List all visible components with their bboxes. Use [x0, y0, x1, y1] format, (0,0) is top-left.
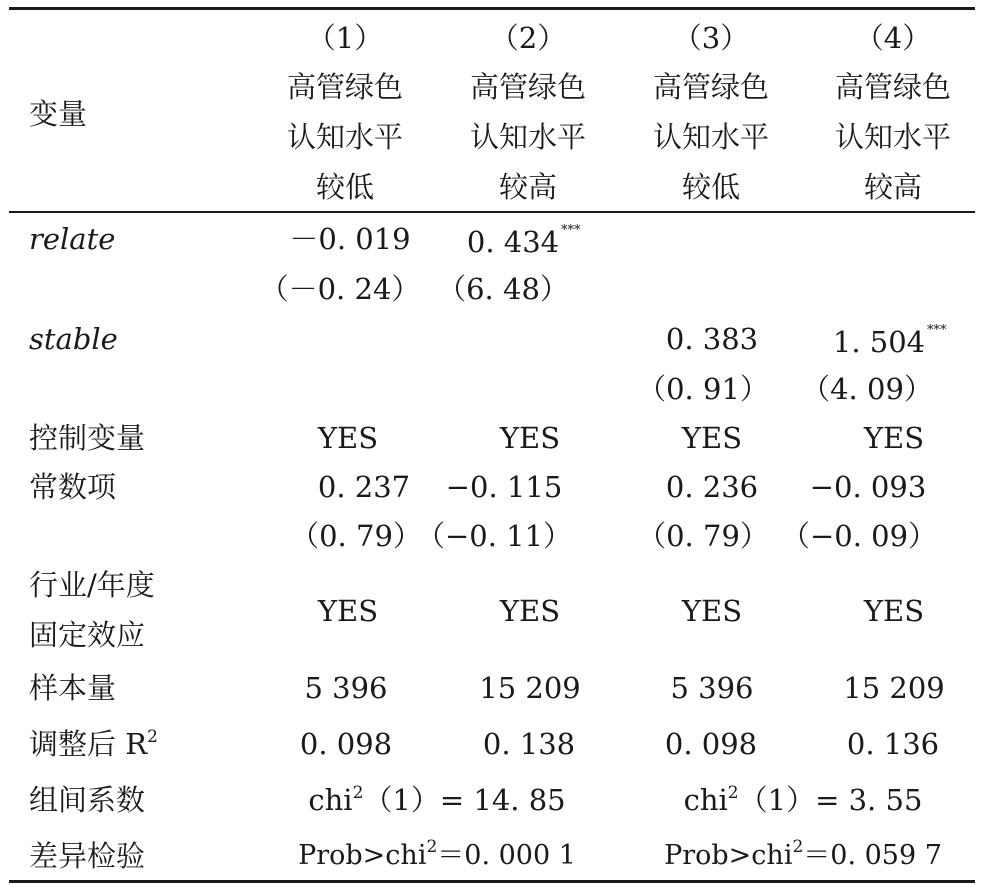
col4-number: （4）: [854, 21, 932, 55]
col1-number: （1）: [306, 21, 384, 55]
col2-line1: 高管绿色: [469, 70, 587, 104]
col3-line3: 较低: [681, 170, 741, 204]
col4-line3: 较高: [863, 170, 923, 204]
col3-line1: 高管绿色: [652, 70, 770, 104]
adj-r2-col4: 0. 136: [846, 727, 940, 761]
constant-col4-coef: −0. 093: [809, 470, 927, 504]
prob-left: Prob>chi$^2$＝0. 000 1: [298, 837, 576, 871]
sample-size-col4: 15 209: [843, 671, 945, 705]
constant-col3-coef: 0. 236: [665, 470, 759, 504]
relate-col1-tstat: （－0. 24）: [259, 272, 421, 306]
controls-col2: YES: [499, 421, 561, 455]
constant-col1-tstat: （0. 79）: [290, 519, 422, 553]
stable-col3-tstat: （0. 91）: [637, 372, 769, 406]
col4-line2: 认知水平: [834, 120, 952, 154]
constant-col2-tstat: （−0. 11）: [415, 519, 573, 553]
adj-r2-label: 调整后 $R^2$: [29, 727, 158, 761]
col2-line2: 认知水平: [469, 120, 587, 154]
fixed-effects-col1: YES: [317, 594, 379, 628]
relate-col1-coef: －0. 019: [289, 222, 411, 256]
stable-col4-significance: ***: [927, 323, 947, 338]
adj-r2-col2: 0. 138: [482, 727, 576, 761]
group-coef-label: 组间系数: [29, 783, 146, 817]
fixed-effects-col2: YES: [499, 594, 561, 628]
col2-line3: 较高: [498, 170, 558, 204]
controls-col3: YES: [681, 421, 743, 455]
chi2-left: chi$^2$（1）= 14. 85: [308, 783, 566, 817]
constant-label: 常数项: [29, 470, 117, 504]
relate-label: relate: [29, 222, 116, 256]
header-rule: [9, 211, 975, 213]
relate-col2-coef: 0. 434: [466, 225, 560, 259]
bottom-rule: [9, 880, 975, 883]
col1-line2: 认知水平: [286, 120, 404, 154]
sample-size-col2: 15 209: [479, 671, 581, 705]
col3-number: （3）: [672, 21, 750, 55]
fixed-effects-col4: YES: [863, 594, 925, 628]
sample-size-label: 样本量: [29, 671, 117, 705]
relate-col2-tstat: （6. 48）: [437, 272, 569, 306]
controls-col1: YES: [317, 421, 379, 455]
variable-header: 变量: [29, 97, 88, 131]
fixed-effects-col3: YES: [681, 594, 743, 628]
sample-size-col3: 5 396: [670, 671, 754, 705]
col1-line1: 高管绿色: [286, 70, 404, 104]
controls-label: 控制变量: [29, 421, 146, 455]
fixed-effects-label-line1: 行业/年度: [29, 568, 155, 602]
chi2-right: chi$^2$（1）= 3. 55: [683, 783, 923, 817]
top-rule: [9, 7, 975, 10]
constant-col2-coef: −0. 115: [445, 470, 563, 504]
prob-right: Prob>chi$^2$＝0. 059 7: [664, 837, 942, 871]
stable-col4-tstat: （4. 09）: [801, 372, 933, 406]
adj-r2-col1: 0. 098: [299, 727, 393, 761]
col3-line2: 认知水平: [652, 120, 770, 154]
sample-size-col1: 5 396: [304, 671, 388, 705]
relate-col2-significance: ***: [561, 223, 581, 238]
constant-col3-tstat: （0. 79）: [637, 519, 769, 553]
stable-col3-coef: 0. 383: [665, 322, 759, 356]
constant-col4-tstat: （−0. 09）: [780, 519, 938, 553]
adj-r2-col3: 0. 098: [664, 727, 758, 761]
constant-col1-coef: 0. 237: [317, 470, 411, 504]
stable-label: stable: [29, 322, 118, 356]
col4-line1: 高管绿色: [834, 70, 952, 104]
diff-test-label: 差异检验: [29, 839, 146, 873]
col2-number: （2）: [489, 21, 567, 55]
col1-line3: 较低: [315, 170, 375, 204]
fixed-effects-label-line2: 固定效应: [29, 618, 146, 652]
stable-col4-coef: 1. 504: [832, 325, 926, 359]
controls-col4: YES: [863, 421, 925, 455]
